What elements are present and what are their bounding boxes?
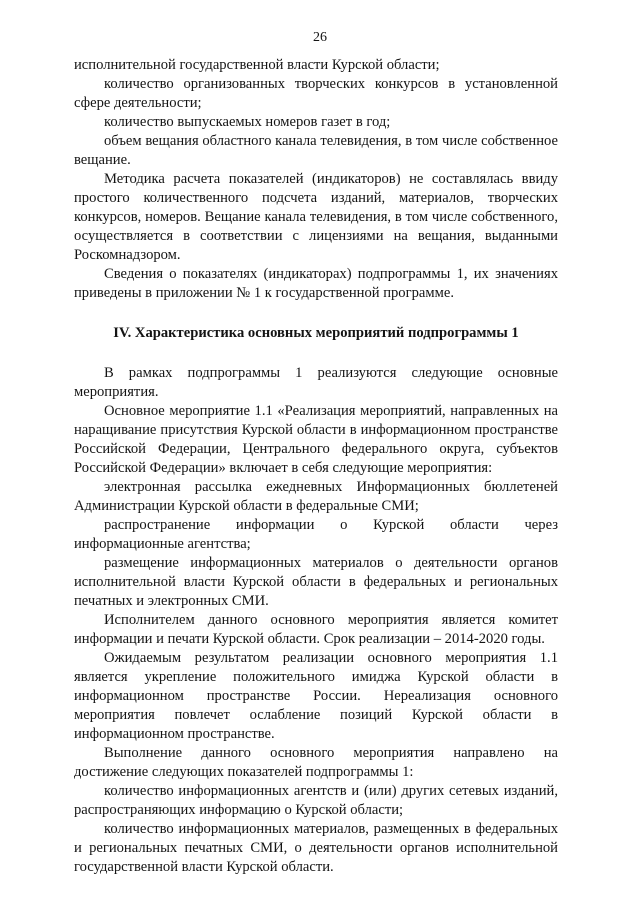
paragraph: электронная рассылка ежедневных Информационных бюллетеней Администрации Курской области в федеральные СМИ; [74,479,558,514]
paragraph: исполнительной государственной власти Курской области; [74,57,440,73]
paragraph: Исполнителем данного основного мероприятия является комитет информации и печати Курской области. Срок реализации – 2014-2020 годы. [74,612,558,647]
paragraph: Ожидаемым результатом реализации основного мероприятия 1.1 является укрепление положительного имиджа Курской области в информационном пространстве России. Нереализация основного мероприятия повлечет ослабление позиций Курской области в информационном пространстве. [74,650,558,742]
paragraph: количество выпускаемых номеров газет в год; [104,114,391,130]
intro-paragraphs [74,56,558,303]
section-heading: IV. Характеристика основных мероприятий подпрограммы 1 [113,325,519,341]
paragraph: Методика расчета показателей (индикаторов) не составлялась ввиду простого количественного подсчета изданий, материалов, творческих конкурсов, номеров. Вещание канала телевидения, в том числе собственного, осуществляется в соответствии с лицензиями на вещания, выданными Роскомнадзором. [74,171,558,263]
paragraph: количество информационных агентств и (или) других сетевых изданий, распространяющих информацию о Курской области; [74,783,558,818]
paragraph: Выполнение данного основного мероприятия направлено на достижение следующих показателей подпрограммы 1: [74,745,558,780]
paragraph: количество организованных творческих конкурсов в установленной сфере деятельности; [74,76,558,111]
paragraph: количество информационных материалов, размещенных в федеральных и региональных печатных СМИ, о деятельности органов исполнительной государственной власти Курской области. [74,821,558,875]
paragraph: объем вещания областного канала телевидения, в том числе собственное вещание. [74,133,558,168]
paragraph: распространение информации о Курской области через информационные агентства; [74,517,558,552]
document-body [74,56,558,877]
paragraph: Основное мероприятие 1.1 «Реализация мероприятий, направленных на наращивание присутствия Курской области в информационном пространстве Российской Федерации, Центрального федерального округа, субъектов Российской Федерации» включает в себя следующие мероприятия: [74,403,558,476]
paragraph: Сведения о показателях (индикаторах) подпрограммы 1, их значениях приведены в приложении № 1 к государственной программе. [74,266,558,301]
section-paragraphs [74,364,558,877]
page-number: 26 [313,30,327,45]
paragraph: размещение информационных материалов о деятельности органов исполнительной власти Курской области в федеральных и региональных печатных и электронных СМИ. [74,555,558,609]
paragraph: В рамках подпрограммы 1 реализуются следующие основные мероприятия. [74,365,558,400]
